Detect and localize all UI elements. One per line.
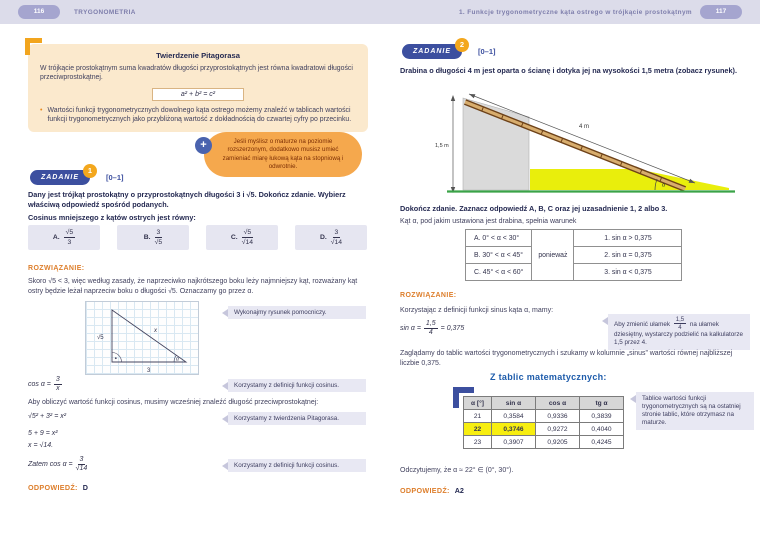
frac-denominator: 4 [678, 324, 682, 331]
task2-answer-line [400, 486, 464, 495]
inline-fraction [674, 317, 686, 332]
equation-cos-definition [28, 376, 62, 393]
label-alpha: α [662, 182, 666, 189]
hint-callout-calculator [608, 314, 750, 350]
frac-numerator: 1,5 [425, 320, 436, 327]
chapter-title-left: TRYGONOMETRIA [74, 9, 136, 16]
frac-denominator: x [56, 385, 60, 393]
arrowhead-icon [451, 95, 455, 101]
table-row [464, 410, 624, 423]
answer-label: ODPOWIEDŹ: [28, 483, 78, 492]
cell: 0,9272 [536, 423, 580, 436]
label-height: 1,5 m [435, 143, 449, 149]
label-hypotenuse: x [154, 328, 157, 334]
cell: 0,3584 [492, 410, 536, 423]
triangle-figure [85, 301, 199, 375]
choice-table [465, 229, 682, 281]
cell: 0,3907 [492, 436, 536, 449]
left-page [28, 0, 368, 538]
table-row [466, 247, 682, 264]
eq-suffix: = 0,375 [440, 324, 465, 332]
eq-text: √5² + 3² = x² [28, 413, 67, 420]
option-label: D. [319, 234, 327, 241]
equation-x [28, 442, 53, 449]
answer-value: A2 [454, 486, 464, 495]
table-row [466, 264, 682, 281]
col-header-tg: tg α [580, 397, 624, 410]
eq-prefix: Zatem cos α = [28, 460, 73, 468]
equation-sum [28, 430, 58, 437]
label-ladder-length: 4 m [579, 124, 590, 130]
frac-numerator: 3 [79, 456, 84, 463]
eq-fraction [424, 320, 438, 337]
option-box-a [28, 225, 100, 250]
eq-text: x = √14. [28, 442, 54, 449]
frac-numerator: √5 [243, 229, 252, 237]
cell: 0,9336 [536, 410, 580, 423]
frac-numerator: √5 [65, 229, 74, 237]
exam-tip-bubble: Jeśli myślisz o maturze na poziomie rozszerzonym, dodatkowo musisz umieć zamieniać miarę łukową kąta na stopniową i odwrotnie. [204, 132, 362, 177]
frac-denominator: √14 [330, 238, 343, 246]
plus-icon: + [195, 137, 212, 154]
eq-prefix: sin α = [400, 324, 421, 332]
table-row [466, 230, 682, 247]
cell: 0,4040 [580, 423, 624, 436]
corner-bracket-icon [453, 387, 474, 408]
option-fraction [64, 229, 76, 245]
hint-callout-cos2: Korzystamy z definicji funkcji cosinus. [228, 459, 366, 472]
cell-highlighted: 0,3746 [492, 423, 536, 436]
task1-points: [0–1] [106, 173, 124, 182]
frac-numerator: 3 [334, 229, 339, 237]
frac-denominator: 3 [67, 238, 72, 246]
task2-complete-sentence: Dokończ zdanie. Zaznacz odpowiedź A, B, C oraz jej uzasadnienie 1, 2 albo 3. [400, 204, 668, 213]
theorem-title: Twierdzenie Pitagorasa [156, 51, 240, 60]
ladder-figure-svg [433, 90, 745, 202]
task1-hypotenuse-text: Aby obliczyć wartość funkcji cosinus, musimy wcześniej znaleźć długość przeciwprostokątnej: [28, 399, 319, 406]
theorem-body: W trójkącie prostokątnym suma kwadratów długości przyprostokątnych jest równa kwadratowi długości przeciwprostokątnej. [40, 65, 353, 82]
section-title-right: 1. Funkcje trygonometryczne kąta ostrego w trójkącie prostokątnym [458, 9, 692, 16]
eq-fraction [54, 376, 62, 393]
math-tables-heading: Z tablic matematycznych: [490, 372, 607, 382]
right-angle-arc [112, 353, 122, 363]
col-header-cos: cos α [536, 397, 580, 410]
triangle-figure-svg [86, 302, 200, 376]
option-label: A. [52, 234, 60, 241]
col-header-sin: sin α [492, 397, 536, 410]
bullet-icon: • [40, 106, 43, 114]
triangle-shape [112, 310, 186, 362]
callout-text: Aby zmienić ułamek [614, 320, 670, 328]
right-angle-dot [115, 357, 117, 359]
task1-badge: ZADANIE [30, 170, 90, 185]
task2-condition: Kąt α, pod jakim ustawiona jest drabina, spełnia warunek [400, 218, 577, 225]
hint-callout-cos1: Korzystamy z definicji funkcji cosinus. [228, 379, 366, 392]
frac-denominator: 4 [428, 329, 433, 337]
choice-conjunction: ponieważ [532, 230, 574, 281]
answer-value: D [82, 483, 88, 492]
task1-statement: Dany jest trójkąt prostokątny o przyprostokątnych długości 3 i √5. Dokończ zdanie. Wybierz właściwą odpowiedź spośród podanych. [28, 190, 346, 210]
label-side-left: √5 [97, 335, 104, 341]
task1-solution-intro: Skoro √5 < 3, więc według zasady, że naprzeciwko najkrótszego boku leży najmniejszy kąt, rozważany kąt ostry będzie leżał naprzeciw boku o długości √5. Oznaczamy go przez α. [28, 278, 358, 295]
option-box-c [206, 225, 278, 250]
task1-number-badge: 1 [83, 164, 97, 178]
task1-answer-line [28, 483, 88, 492]
frac-denominator: √5 [154, 238, 163, 246]
equation-pythagoras [28, 413, 66, 420]
answer-options-row [28, 225, 367, 250]
option-box-b [117, 225, 189, 250]
cell: 0,3839 [580, 410, 624, 423]
equation-final-cos [28, 456, 87, 473]
ladder-figure [433, 90, 745, 207]
option-fraction [331, 229, 342, 245]
cell-highlighted: 22 [464, 423, 492, 436]
choice-a: A. 0° < α < 30° [466, 230, 532, 247]
theorem-box [28, 44, 368, 132]
cell: 0,4245 [580, 436, 624, 449]
frac-numerator: 3 [55, 376, 60, 383]
hint-callout-pythagoras: Korzystamy z twierdzenia Pitagorasa. [228, 412, 366, 425]
option-box-d [295, 225, 367, 250]
page-number-badge-left: 116 [18, 5, 60, 19]
task2-conclusion: Odczytujemy, że α ≈ 22° ∈ (0°, 30°). [400, 467, 514, 474]
equation-sin [400, 320, 464, 337]
table-row-highlighted [464, 423, 624, 436]
corner-bracket-icon [25, 38, 42, 55]
reason-1: 1. sin α > 0,375 [574, 230, 682, 247]
option-label: B. [143, 234, 151, 241]
right-page [400, 0, 748, 538]
table-header-row [464, 397, 624, 410]
option-label: C. [230, 234, 238, 241]
reason-2: 2. sin α = 0,375 [574, 247, 682, 264]
theorem-bullet-row [40, 106, 356, 125]
cell: 0,9205 [536, 436, 580, 449]
frac-numerator: 1,5 [675, 316, 685, 323]
option-fraction [242, 229, 254, 245]
choice-b: B. 30° < α < 45° [466, 247, 532, 264]
task2-badge: ZADANIE [402, 44, 462, 59]
hint-callout-sketch: Wykonajmy rysunek pomocniczy. [228, 306, 366, 319]
label-alpha: α [176, 356, 179, 363]
task2-number-badge: 2 [455, 38, 469, 52]
frac-denominator: √14 [241, 238, 254, 246]
task1-solution-label: ROZWIĄZANIE: [28, 265, 85, 272]
eq-fraction [76, 456, 88, 473]
answer-label: ODPOWIEDŹ: [400, 486, 450, 495]
col-header-angle: α [°] [464, 397, 492, 410]
task1-question: Cosinus mniejszego z kątów ostrych jest równy: [28, 213, 196, 222]
cell: 23 [464, 436, 492, 449]
option-fraction [155, 229, 163, 245]
label-side-bottom: 3 [147, 368, 151, 374]
task2-lookup-text: Zaglądamy do tablic wartości trygonometrycznych i szukamy w kolumnie „sinus” wartości równej najbliższej liczbie 0,375. [400, 350, 733, 367]
trig-values-table [463, 396, 624, 449]
reason-3: 3. sin α < 0,375 [574, 264, 682, 281]
task2-solution-label: ROZWIĄZANIE: [400, 292, 457, 299]
pythagoras-formula: a² + b² = c² [152, 88, 244, 101]
eq-text: 5 + 9 = x² [28, 430, 58, 437]
choice-c: C. 45° < α < 60° [466, 264, 532, 281]
table-row [464, 436, 624, 449]
hint-callout-tables: Tablice wartości funkcji trygonometrycznych są na ostatniej stronie tablic, które otrzymasz na maturze. [636, 392, 754, 430]
eq-prefix: cos α = [28, 380, 51, 388]
arrowhead-icon [469, 94, 475, 98]
ground-wedge [530, 169, 729, 190]
task2-points: [0–1] [478, 47, 496, 56]
task2-statement: Drabina o długości 4 m jest oparta o ścianę i dotyka jej na wysokości 1,5 metra (zobacz rysunek). [400, 66, 737, 75]
callout-text: na ułamek dziesiętny, wystarczy podzielić na kalkulatorze 1,5 przez 4. [614, 320, 744, 347]
theorem-bullet-text: Wartości funkcji trygonometrycznych dowolnego kąta ostrego możemy znaleźć w tablicach wartości funkcji trygonometrycznych jako przybliżoną wartość z dokładnością do czwartej cyfry po przecinku. [47, 106, 352, 123]
page-number-badge-right: 117 [700, 5, 742, 19]
cell: 21 [464, 410, 492, 423]
frac-numerator: 3 [156, 229, 161, 237]
frac-denominator: √14 [75, 465, 88, 473]
task2-solution-intro: Korzystając z definicji funkcji sinus kąta α, mamy: [400, 307, 554, 314]
